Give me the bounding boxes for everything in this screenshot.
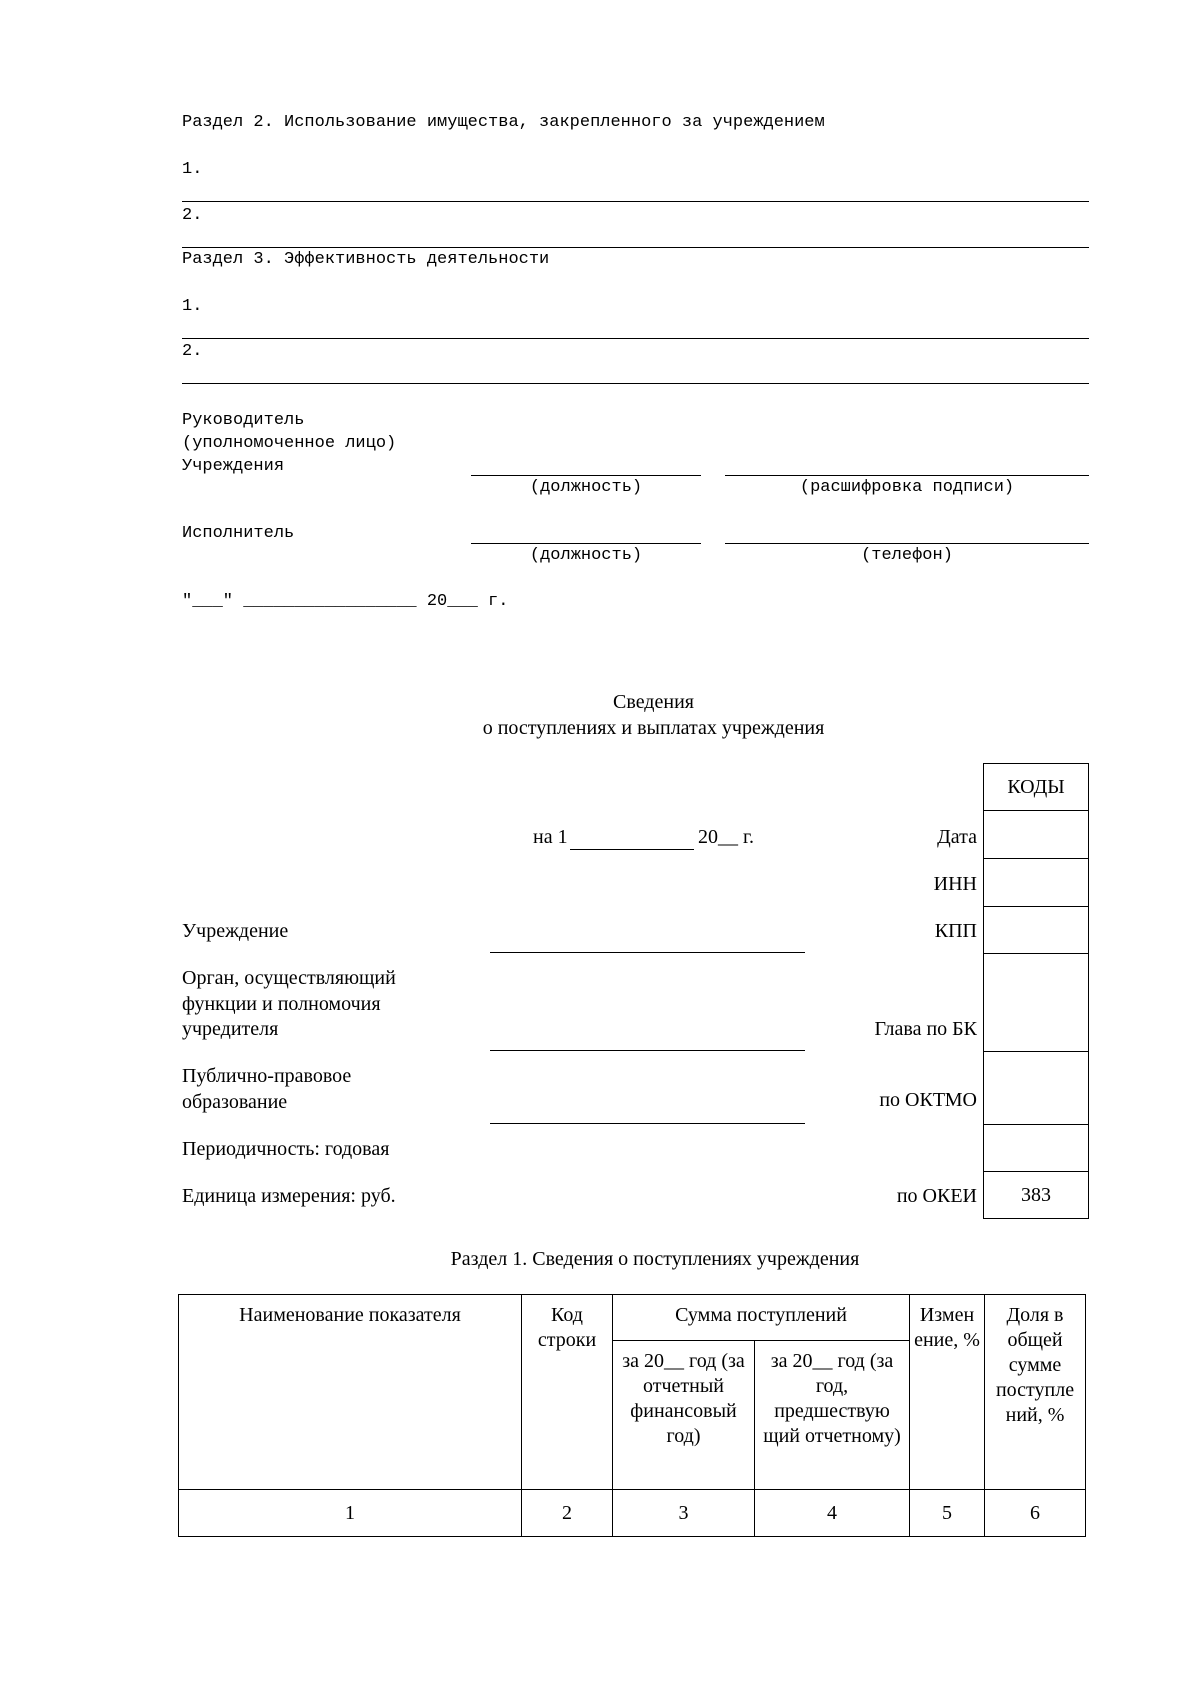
column-number: 2 bbox=[522, 1490, 613, 1537]
label-periodicity: Периодичность: годовая bbox=[182, 1138, 390, 1160]
label-organ-line2: функции и полномочия bbox=[182, 993, 381, 1015]
header-receipts-sum: Сумма поступлений bbox=[613, 1295, 910, 1341]
report-date-year: 20__ г. bbox=[698, 826, 754, 848]
section1-title: Раздел 1. Сведения о поступлениях учреждения bbox=[450, 1248, 860, 1270]
section2-item-2-line bbox=[182, 247, 1089, 248]
head-label-line2: (уполномоченное лицо) bbox=[182, 434, 397, 453]
column-number: 1 bbox=[179, 1490, 522, 1537]
section2-item-2-number: 2. bbox=[182, 206, 203, 225]
label-kpp: КПП bbox=[934, 920, 977, 942]
head-signature-caption: (расшифровка подписи) bbox=[799, 478, 1015, 497]
executor-phone-caption: (телефон) bbox=[861, 546, 953, 565]
executor-phone-line bbox=[725, 543, 1089, 544]
section2-title: Раздел 2. Использование имущества, закрепленного за учреждением bbox=[182, 113, 825, 132]
column-number: 4 bbox=[755, 1490, 910, 1537]
section3-item-2-number: 2. bbox=[182, 342, 203, 361]
label-organ-line3: учредителя bbox=[182, 1018, 279, 1040]
section3-item-1-line bbox=[182, 338, 1089, 339]
column-number: 3 bbox=[613, 1490, 755, 1537]
code-cell-okei: 383 bbox=[984, 1172, 1089, 1219]
section2-item-1-line bbox=[182, 201, 1089, 202]
report-subtitle: о поступлениях и выплатах учреждения bbox=[482, 717, 825, 739]
report-title: Сведения bbox=[613, 691, 694, 713]
section3-item-1-number: 1. bbox=[182, 297, 203, 316]
label-public-line1: Публично-правовое bbox=[182, 1065, 352, 1087]
head-label-line1: Руководитель bbox=[182, 411, 305, 430]
head-position-line bbox=[471, 475, 701, 476]
header-row-code: Код строки bbox=[522, 1295, 613, 1490]
code-cell-inn[interactable] bbox=[984, 859, 1089, 907]
code-cell-periodicity[interactable] bbox=[984, 1125, 1089, 1172]
head-position-caption: (должность) bbox=[529, 478, 643, 497]
code-cell-glava-bk[interactable] bbox=[984, 954, 1089, 1052]
institution-line bbox=[490, 952, 805, 953]
head-label-line3: Учреждения bbox=[182, 457, 285, 476]
public-line bbox=[490, 1123, 805, 1124]
header-sum-reporting-year: за 20__ год (за отчетный финансовый год) bbox=[613, 1341, 755, 1490]
column-number: 6 bbox=[985, 1490, 1086, 1537]
column-number: 5 bbox=[910, 1490, 985, 1537]
label-oktmo: по ОКТМО bbox=[879, 1089, 977, 1111]
label-institution: Учреждение bbox=[182, 920, 289, 942]
header-indicator-name: Наименование показателя bbox=[179, 1295, 522, 1490]
code-cell-oktmo[interactable] bbox=[984, 1052, 1089, 1125]
label-date: Дата bbox=[937, 826, 977, 848]
header-share-percent: Доля в общей сумме поступле ний, % bbox=[985, 1295, 1086, 1490]
organ-line bbox=[490, 1050, 805, 1051]
label-public-line2: образование bbox=[182, 1091, 288, 1113]
codes-box bbox=[983, 763, 1089, 1219]
header-sum-previous-year: за 20__ год (за год, предшествую щий отчетному) bbox=[755, 1341, 910, 1490]
label-inn: ИНН bbox=[933, 873, 977, 895]
executor-position-line bbox=[471, 543, 701, 544]
label-okei: по ОКЕИ bbox=[896, 1185, 977, 1207]
label-unit: Единица измерения: руб. bbox=[182, 1185, 396, 1207]
executor-position-caption: (должность) bbox=[529, 546, 643, 565]
header-change-percent: Измен ение, % bbox=[910, 1295, 985, 1490]
codes-header: КОДЫ bbox=[984, 764, 1089, 811]
section3-title: Раздел 3. Эффективность деятельности bbox=[182, 250, 550, 269]
receipts-table bbox=[178, 1294, 1086, 1537]
label-organ-line1: Орган, осуществляющий bbox=[182, 967, 396, 989]
executor-label: Исполнитель bbox=[182, 524, 295, 543]
date-line: "___" _________________ 20___ г. bbox=[182, 592, 509, 611]
section3-item-2-line bbox=[182, 383, 1089, 384]
section2-item-1-number: 1. bbox=[182, 160, 203, 179]
head-signature-line bbox=[725, 475, 1089, 476]
code-cell-kpp[interactable] bbox=[984, 907, 1089, 954]
code-cell-date[interactable] bbox=[984, 811, 1089, 859]
report-date-prefix: на 1 bbox=[533, 826, 568, 848]
report-date-line bbox=[570, 849, 694, 850]
label-glava-bk: Глава по БК bbox=[874, 1018, 977, 1040]
